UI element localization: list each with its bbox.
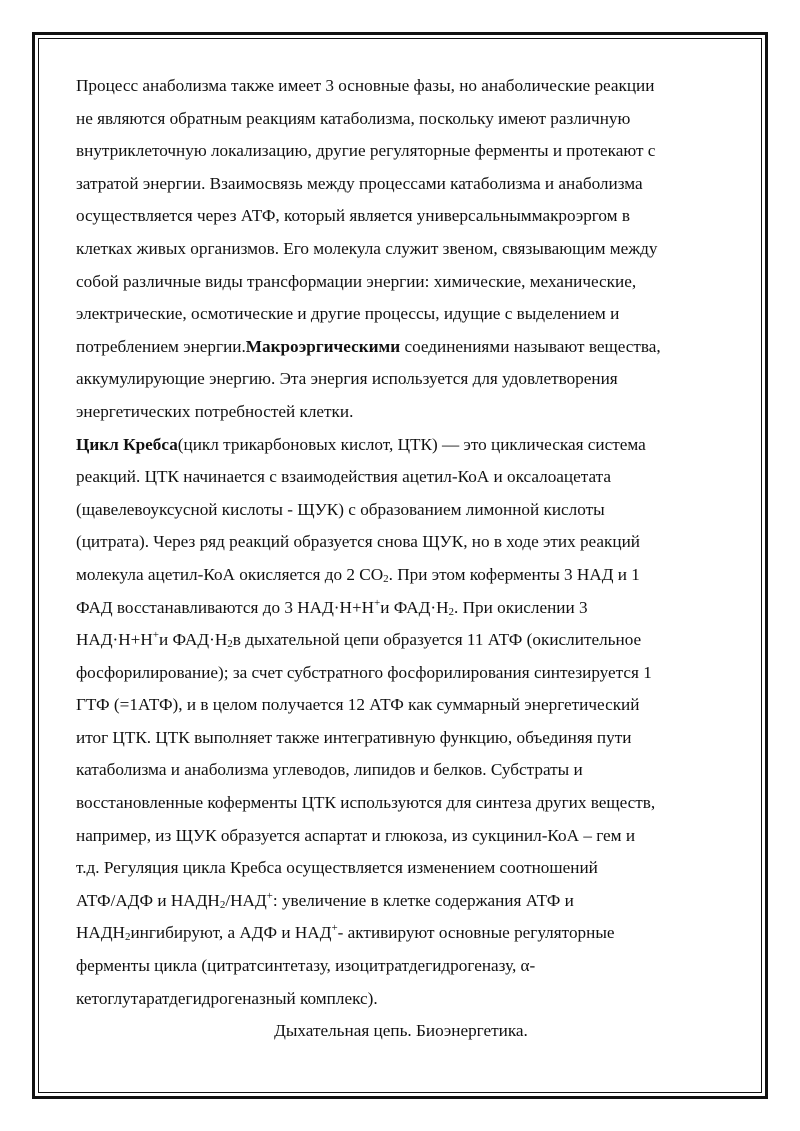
document-body	[76, 70, 726, 1048]
text-line: (щавелевоуксусной кислоты - ЩУК) с образованием лимонной кислоты	[76, 499, 605, 519]
text-line: не являются обратным реакциям катаболизма, поскольку имеют различную	[76, 108, 631, 128]
text-line: затратой энергии. Взаимосвязь между процессами катаболизма и анаболизма	[76, 173, 643, 193]
text-line: восстановленные коферменты ЦТК используются для синтеза других веществ,	[76, 793, 656, 813]
bold-term-krebs-cycle: Цикл Кребса	[76, 434, 178, 454]
text-line	[76, 624, 726, 657]
text-line	[76, 429, 726, 462]
text-line: энергетических потребностей клетки.	[76, 401, 354, 421]
text-line	[76, 331, 726, 364]
text-line: реакций. ЦТК начинается с взаимодействия ацетил-КоА и оксалоацетата	[76, 467, 612, 487]
text-line: внутриклеточную локализацию, другие регуляторные ферменты и протекают с	[76, 141, 656, 161]
text-segment: /НАД	[225, 890, 267, 910]
text-line: клетках живых организмов. Его молекула служит звеном, связывающим между	[76, 238, 658, 258]
text-segment: (цикл трикарбоновых кислот, ЦТК) — это циклическая система	[177, 434, 646, 454]
subscript: 2	[124, 931, 131, 944]
bold-term-macroergic: Макроэргическими	[245, 336, 401, 356]
text-segment: потреблением энергии.	[76, 336, 246, 356]
text-line: ферменты цикла (цитратсинтетазу, изоцитратдегидрогеназу, α-	[76, 956, 536, 976]
section-heading-respiratory-chain: Дыхательная цепь. Биоэнергетика.	[274, 1021, 528, 1041]
text-segment: соединениями называют вещества,	[400, 336, 661, 356]
text-line: электрические, осмотические и другие процессы, идущие с выделением и	[76, 304, 620, 324]
text-line: ГТФ (=1АТФ), и в целом получается 12 АТФ как суммарный энергетический	[76, 695, 640, 715]
text-line: например, из ЩУК образуется аспартат и глюкоза, из сукцинил-КоА – гем и	[76, 825, 636, 845]
text-line: катаболизма и анаболизма углеводов, липидов и белков. Субстраты и	[76, 760, 583, 780]
text-line: (цитрата). Через ряд реакций образуется снова ЩУК, но в ходе этих реакций	[76, 532, 640, 552]
text-line	[76, 885, 726, 918]
subscript: 2	[227, 638, 233, 651]
subscript: 2	[383, 572, 389, 585]
text-segment: - активируют основные регуляторные	[337, 923, 615, 943]
text-segment: . При окислении 3	[454, 597, 588, 617]
text-segment: . При этом коферменты 3 НАД и 1	[388, 564, 640, 584]
text-line: кетоглутаратдегидрогеназный комплекс).	[76, 988, 378, 1008]
superscript: +	[331, 922, 338, 935]
text-segment: молекула ацетил-КоА окисляется до 2 CO	[76, 564, 384, 584]
superscript: +	[374, 596, 381, 609]
text-segment: ФАД восстанавливаются до 3 НАД·Н+Н	[76, 597, 375, 617]
text-line: Процесс анаболизма также имеет 3 основные фазы, но анаболические реакции	[76, 76, 655, 95]
text-line	[76, 592, 726, 625]
paragraph-krebs-cycle	[76, 429, 726, 1016]
text-segment: : увеличение в клетке содержания АТФ и	[272, 890, 574, 910]
superscript: +	[152, 629, 160, 642]
text-line: т.д. Регуляция цикла Кребса осуществляется изменением соотношений	[76, 858, 598, 878]
text-line: собой различные виды трансформации энергии: химические, механические,	[76, 271, 637, 291]
text-segment: АТФ/АДФ и НАДН	[76, 890, 220, 910]
text-segment: и ФАД·Н	[159, 630, 228, 650]
text-line: фосфорилирование); за счет субстратного фосфорилирования синтезируется 1	[76, 662, 652, 682]
text-line	[76, 917, 726, 950]
text-segment: НАДН	[76, 923, 125, 943]
text-segment: НАД·Н+Н	[76, 630, 153, 650]
superscript: +	[266, 889, 273, 902]
paragraph-anabolism	[76, 70, 726, 429]
subscript: 2	[448, 605, 455, 618]
text-line: осуществляется через АТФ, который является универсальныммакроэргом в	[76, 206, 630, 226]
text-line	[76, 559, 726, 592]
text-segment: ингибируют, а АДФ и НАД	[130, 923, 332, 943]
text-line: итог ЦТК. ЦТК выполняет также интегративную функцию, объединяя пути	[76, 727, 632, 747]
text-segment: и ФАД·Н	[380, 597, 449, 617]
subscript: 2	[219, 898, 226, 911]
text-line: аккумулирующие энергию. Эта энергия используется для удовлетворения	[76, 369, 618, 389]
text-segment: в дыхательной цепи образуется 11 АТФ (окислительное	[232, 630, 642, 650]
